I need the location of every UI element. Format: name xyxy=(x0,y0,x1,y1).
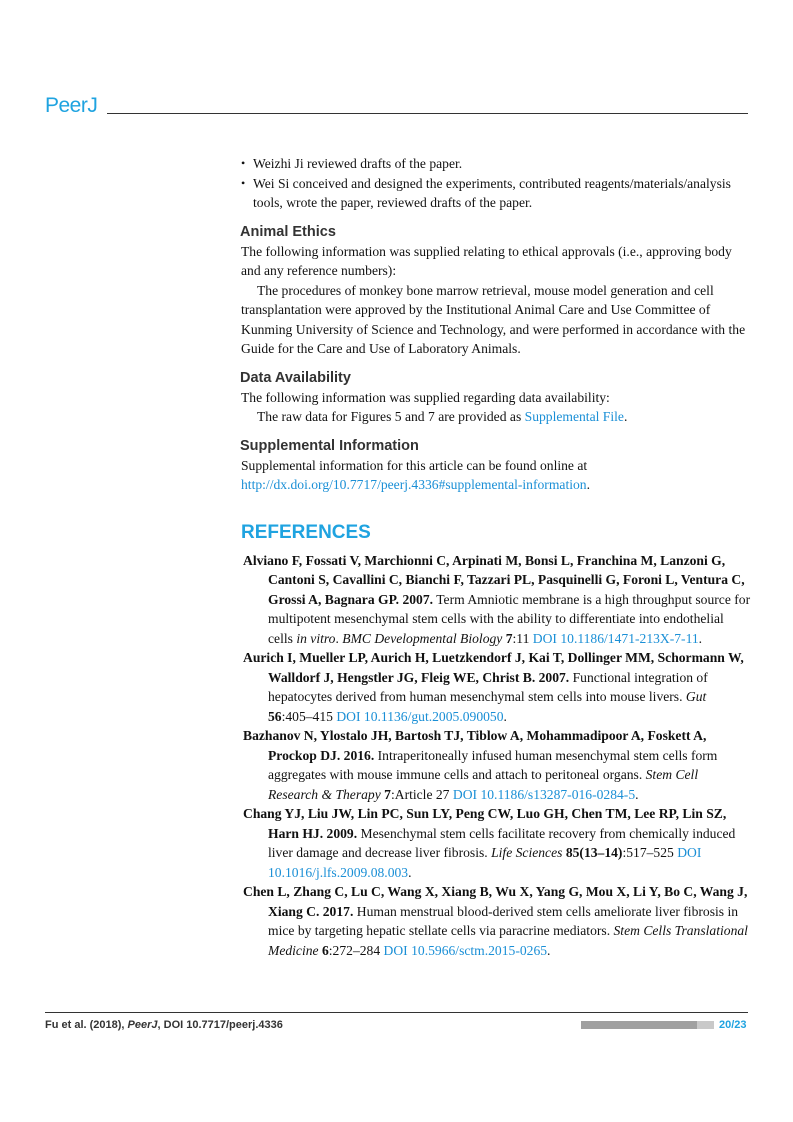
supplemental-information-heading: Supplemental Information xyxy=(240,437,419,454)
header-rule xyxy=(107,113,748,114)
supplemental-information-link[interactable]: http://dx.doi.org/10.7717/peerj.4336#supplemental-information xyxy=(241,477,587,492)
reference-doi-link[interactable]: DOI 10.1186/1471-213X-7-11 xyxy=(532,630,699,646)
footer-rule xyxy=(45,1012,748,1013)
footer-citation: Fu et al. (2018), PeerJ, DOI 10.7717/peerj.4336 xyxy=(45,1019,283,1031)
main-content xyxy=(241,154,751,960)
animal-ethics-heading: Animal Ethics xyxy=(240,223,336,240)
supplemental-file-link[interactable]: Supplemental File xyxy=(524,409,624,424)
references-list xyxy=(241,551,751,961)
supplemental-information-body: Supplemental information for this article can be found online at http://dx.doi.org/10.7717/peerj.4336#supplemental-information. xyxy=(241,457,590,492)
reference-doi-link[interactable]: DOI 10.1186/s13287-016-0284-5 xyxy=(452,786,636,802)
author-contributions-list xyxy=(241,154,751,213)
contribution-item: • Weizhi Ji reviewed drafts of the paper. xyxy=(241,154,751,174)
page-number: 20/23 xyxy=(719,1019,747,1031)
animal-ethics-body: The procedures of monkey bone marrow retrieval, mouse model generation and cell transplantation were approved by the Institutional Animal Care and Use Committee of Kunming University of Science and Technology, and were performed in accordance with the Guide for the Care and Use of Laboratory Animals. xyxy=(241,282,746,356)
data-availability-heading: Data Availability xyxy=(240,369,351,386)
reference-item: Aurich I, Mueller LP, Aurich H, Luetzkendorf J, Kai T, Dollinger MM, Schormann W, Walldorf J, Hengstler JG, Fleig WE, Christ B. 2007. Functional integration of hepatocytes derived from human mesenchymal stem cells into mouse livers. Gut 56:405–415 DOI 10.1136/gut.2005.090050. xyxy=(243,650,744,724)
references-heading: REFERENCES xyxy=(241,521,371,543)
reference-item: Chen L, Zhang C, Lu C, Wang X, Xiang B, Wu X, Yang G, Mou X, Li Y, Bo C, Wang J, Xiang C. 2017. Human menstrual blood-derived stem cells ameliorate liver fibrosis in mice by targeting hepatic stellate cells via paracrine mediators. Stem Cells Translational Medicine 6:272–284 DOI 10.5966/sctm.2015-0265. xyxy=(243,884,748,958)
reference-doi-link[interactable]: DOI 10.1136/gut.2005.090050 xyxy=(336,708,504,724)
contribution-item: • Wei Si conceived and designed the experiments, contributed reagents/materials/analysis tools, wrote the paper, reviewed drafts of the paper. xyxy=(241,174,751,213)
reference-doi-link[interactable]: DOI 10.5966/sctm.2015-0265 xyxy=(383,942,548,958)
reference-doi-link[interactable]: DOI 10.1016/j.lfs.2009.08.003 xyxy=(268,845,702,880)
page-progress-fill xyxy=(581,1021,697,1029)
peerj-logo: PeerJ xyxy=(45,94,98,117)
reference-item: Chang YJ, Liu JW, Lin PC, Sun LY, Peng CW, Luo GH, Chen TM, Lee RP, Lin SZ, Harn HJ. 2009. Mesenchymal stem cells facilitate recovery from chemically induced liver damage and decrease liver fibrosis. Life Sciences 85(13–14):517–525 DOI 10.1016/j.lfs.2009.08.003. xyxy=(243,806,736,880)
page-progress-bar xyxy=(581,1021,714,1029)
data-availability-body: The raw data for Figures 5 and 7 are provided as Supplemental File. xyxy=(257,409,628,424)
data-availability-intro: The following information was supplied regarding data availability: xyxy=(241,389,610,405)
animal-ethics-intro: The following information was supplied relating to ethical approvals (i.e., approving body and any reference numbers): xyxy=(241,243,732,278)
reference-item: Bazhanov N, Ylostalo JH, Bartosh TJ, Tiblow A, Mohammadipoor A, Foskett A, Prockop DJ. 2016. Intraperitoneally infused human mesenchymal stem cells form aggregates with mouse immune cells and attach to peritoneal organs. Stem Cell Research & Therapy 7:Article 27 DOI 10.1186/s13287-016-0284-5. xyxy=(243,728,718,802)
reference-item: Alviano F, Fossati V, Marchionni C, Arpinati M, Bonsi L, Franchina M, Lanzoni G, Cantoni S, Cavallini C, Bianchi F, Tazzari PL, Pasquinelli G, Foroni L, Ventura C, Grossi A, Bagnara GP. 2007. Term Amniotic membrane is a high throughput source for multipotent mesenchymal stem cells with the ability to differentiate into endothelial cells in vitro. BMC Developmental Biology 7:11 DOI 10.1186/1471-213X-7-11. xyxy=(243,552,751,646)
